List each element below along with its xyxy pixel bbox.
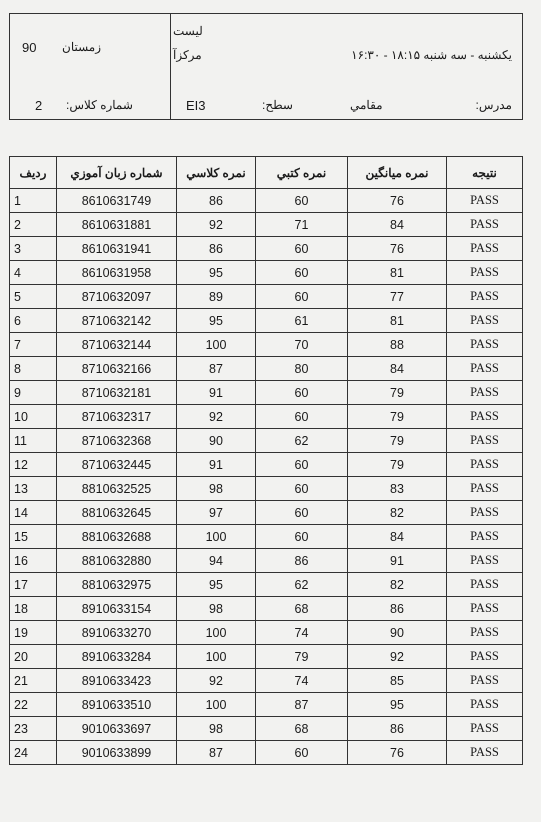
result-cell: PASS [447, 693, 523, 717]
row-number-cell: 12 [10, 453, 57, 477]
result-cell: PASS [447, 597, 523, 621]
row-number-cell: 7 [10, 333, 57, 357]
written-score-cell: 68 [256, 597, 348, 621]
teacher-label: مدرس: [475, 98, 512, 112]
average-score-cell: 95 [348, 693, 447, 717]
average-score-cell: 86 [348, 717, 447, 741]
student-id-cell: 8810632688 [57, 525, 177, 549]
average-score-cell: 79 [348, 381, 447, 405]
written-score-cell: 60 [256, 453, 348, 477]
row-number-cell: 14 [10, 501, 57, 525]
average-score-cell: 84 [348, 357, 447, 381]
written-score-cell: 60 [256, 189, 348, 213]
student-id-cell: 8610631941 [57, 237, 177, 261]
class-score-cell: 100 [177, 693, 256, 717]
result-cell: PASS [447, 189, 523, 213]
result-cell: PASS [447, 669, 523, 693]
table-row [10, 453, 523, 477]
written-score-cell: 71 [256, 213, 348, 237]
average-score-cell: 83 [348, 477, 447, 501]
student-id-cell: 8710632445 [57, 453, 177, 477]
result-cell: PASS [447, 573, 523, 597]
table-row [10, 501, 523, 525]
row-number-cell: 8 [10, 357, 57, 381]
row-number-cell: 24 [10, 741, 57, 765]
written-score-cell: 70 [256, 333, 348, 357]
average-score-cell: 84 [348, 525, 447, 549]
row-number-cell: 21 [10, 669, 57, 693]
table-row [10, 381, 523, 405]
written-score-cell: 62 [256, 573, 348, 597]
written-score-cell: 86 [256, 549, 348, 573]
class-score-cell: 91 [177, 381, 256, 405]
written-score-cell: 60 [256, 237, 348, 261]
table-row [10, 309, 523, 333]
written-score-cell: 68 [256, 717, 348, 741]
row-number-cell: 6 [10, 309, 57, 333]
table-row [10, 693, 523, 717]
class-score-cell: 98 [177, 597, 256, 621]
table-row [10, 429, 523, 453]
row-number-cell: 1 [10, 189, 57, 213]
student-id-cell: 8710632317 [57, 405, 177, 429]
average-score-cell: 79 [348, 453, 447, 477]
student-id-cell: 8710632097 [57, 285, 177, 309]
class-score-cell: 86 [177, 189, 256, 213]
table-row [10, 549, 523, 573]
student-id-cell: 8710632142 [57, 309, 177, 333]
class-score-cell: 89 [177, 285, 256, 309]
row-number-cell: 3 [10, 237, 57, 261]
class-score-cell: 95 [177, 573, 256, 597]
class-score-cell: 91 [177, 453, 256, 477]
class-score-cell: 100 [177, 333, 256, 357]
row-number-cell: 15 [10, 525, 57, 549]
row-number-cell: 5 [10, 285, 57, 309]
column-header-class-score: نمره کلاسي [177, 157, 256, 189]
row-number-cell: 18 [10, 597, 57, 621]
table-row [10, 669, 523, 693]
result-cell: PASS [447, 333, 523, 357]
written-score-cell: 60 [256, 501, 348, 525]
average-score-cell: 76 [348, 741, 447, 765]
table-row [10, 237, 523, 261]
class-score-cell: 97 [177, 501, 256, 525]
column-header-row-number: ردیف [10, 157, 57, 189]
result-cell: PASS [447, 261, 523, 285]
average-score-cell: 82 [348, 573, 447, 597]
average-score-cell: 81 [348, 309, 447, 333]
student-id-cell: 8910633423 [57, 669, 177, 693]
result-cell: PASS [447, 453, 523, 477]
term-year: 90 [22, 40, 37, 55]
level-value: EI3 [186, 98, 206, 113]
average-score-cell: 79 [348, 405, 447, 429]
result-cell: PASS [447, 477, 523, 501]
class-score-cell: 100 [177, 621, 256, 645]
class-score-cell: 100 [177, 645, 256, 669]
row-number-cell: 23 [10, 717, 57, 741]
table-row [10, 717, 523, 741]
result-cell: PASS [447, 717, 523, 741]
table-row [10, 645, 523, 669]
average-score-cell: 79 [348, 429, 447, 453]
class-score-cell: 92 [177, 213, 256, 237]
class-score-cell: 95 [177, 309, 256, 333]
written-score-cell: 62 [256, 429, 348, 453]
result-cell: PASS [447, 501, 523, 525]
student-id-cell: 8910633154 [57, 597, 177, 621]
class-score-cell: 87 [177, 357, 256, 381]
written-score-cell: 60 [256, 285, 348, 309]
student-id-cell: 9010633697 [57, 717, 177, 741]
student-id-cell: 8610631958 [57, 261, 177, 285]
table-row [10, 189, 523, 213]
written-score-cell: 61 [256, 309, 348, 333]
class-score-cell: 86 [177, 237, 256, 261]
table-row [10, 333, 523, 357]
student-id-cell: 8910633284 [57, 645, 177, 669]
written-score-cell: 60 [256, 381, 348, 405]
written-score-cell: 60 [256, 477, 348, 501]
grades-table [9, 156, 523, 765]
table-row [10, 285, 523, 309]
column-header-written-score: نمره کتبي [256, 157, 348, 189]
class-number-value: 2 [35, 98, 43, 113]
table-row [10, 741, 523, 765]
student-id-cell: 8810632525 [57, 477, 177, 501]
student-id-cell: 8610631881 [57, 213, 177, 237]
class-score-cell: 100 [177, 525, 256, 549]
row-number-cell: 2 [10, 213, 57, 237]
student-id-cell: 8710632144 [57, 333, 177, 357]
student-id-cell: 8910633270 [57, 621, 177, 645]
result-cell: PASS [447, 741, 523, 765]
table-row [10, 597, 523, 621]
table-row [10, 621, 523, 645]
average-score-cell: 76 [348, 189, 447, 213]
class-schedule: یکشنبه - سه شنبه ۱۸:۱۵ - ۱۶:۳۰ [351, 48, 512, 62]
average-score-cell: 84 [348, 213, 447, 237]
table-body [10, 189, 523, 765]
student-id-cell: 9010633899 [57, 741, 177, 765]
average-score-cell: 81 [348, 261, 447, 285]
average-score-cell: 86 [348, 597, 447, 621]
row-number-cell: 13 [10, 477, 57, 501]
class-score-cell: 92 [177, 405, 256, 429]
row-number-cell: 10 [10, 405, 57, 429]
result-cell: PASS [447, 381, 523, 405]
class-score-cell: 95 [177, 261, 256, 285]
written-score-cell: 60 [256, 741, 348, 765]
result-cell: PASS [447, 309, 523, 333]
class-score-cell: 94 [177, 549, 256, 573]
average-score-cell: 77 [348, 285, 447, 309]
result-cell: PASS [447, 285, 523, 309]
class-info-header [9, 13, 523, 120]
level-label: سطح: [262, 98, 293, 112]
class-score-cell: 92 [177, 669, 256, 693]
table-row [10, 405, 523, 429]
class-score-cell: 87 [177, 741, 256, 765]
row-number-cell: 9 [10, 381, 57, 405]
result-cell: PASS [447, 645, 523, 669]
written-score-cell: 79 [256, 645, 348, 669]
result-cell: PASS [447, 549, 523, 573]
row-number-cell: 22 [10, 693, 57, 717]
document-title-line2: مرکزآ [173, 48, 202, 62]
result-cell: PASS [447, 525, 523, 549]
table-row [10, 477, 523, 501]
result-cell: PASS [447, 621, 523, 645]
student-id-cell: 8810632645 [57, 501, 177, 525]
written-score-cell: 80 [256, 357, 348, 381]
student-id-cell: 8710632166 [57, 357, 177, 381]
row-number-cell: 17 [10, 573, 57, 597]
written-score-cell: 87 [256, 693, 348, 717]
written-score-cell: 60 [256, 261, 348, 285]
written-score-cell: 74 [256, 621, 348, 645]
average-score-cell: 88 [348, 333, 447, 357]
written-score-cell: 60 [256, 525, 348, 549]
average-score-cell: 82 [348, 501, 447, 525]
average-score-cell: 91 [348, 549, 447, 573]
document-title-line1: لیست [173, 24, 203, 38]
average-score-cell: 76 [348, 237, 447, 261]
student-id-cell: 8810632975 [57, 573, 177, 597]
student-id-cell: 8910633510 [57, 693, 177, 717]
row-number-cell: 19 [10, 621, 57, 645]
result-cell: PASS [447, 213, 523, 237]
average-score-cell: 90 [348, 621, 447, 645]
header-divider [170, 14, 171, 120]
student-id-cell: 8710632368 [57, 429, 177, 453]
table-row [10, 525, 523, 549]
average-score-cell: 85 [348, 669, 447, 693]
row-number-cell: 11 [10, 429, 57, 453]
class-number-label: شماره کلاس: [66, 98, 133, 112]
table-row [10, 357, 523, 381]
result-cell: PASS [447, 429, 523, 453]
result-cell: PASS [447, 357, 523, 381]
average-score-cell: 92 [348, 645, 447, 669]
written-score-cell: 60 [256, 405, 348, 429]
row-number-cell: 16 [10, 549, 57, 573]
row-number-cell: 4 [10, 261, 57, 285]
class-score-cell: 98 [177, 477, 256, 501]
table-row [10, 213, 523, 237]
table-row [10, 261, 523, 285]
column-header-average-score: نمره میانگین [348, 157, 447, 189]
class-score-cell: 98 [177, 717, 256, 741]
student-id-cell: 8710632181 [57, 381, 177, 405]
column-header-result: نتیجه [447, 157, 523, 189]
column-header-student-id: شماره زبان آموزي [57, 157, 177, 189]
student-id-cell: 8610631749 [57, 189, 177, 213]
result-cell: PASS [447, 237, 523, 261]
teacher-value: مقامي [350, 98, 383, 112]
class-score-cell: 90 [177, 429, 256, 453]
result-cell: PASS [447, 405, 523, 429]
table-header-row [10, 157, 523, 189]
written-score-cell: 74 [256, 669, 348, 693]
student-id-cell: 8810632880 [57, 549, 177, 573]
table-row [10, 573, 523, 597]
row-number-cell: 20 [10, 645, 57, 669]
term-season: زمستان [62, 40, 102, 54]
